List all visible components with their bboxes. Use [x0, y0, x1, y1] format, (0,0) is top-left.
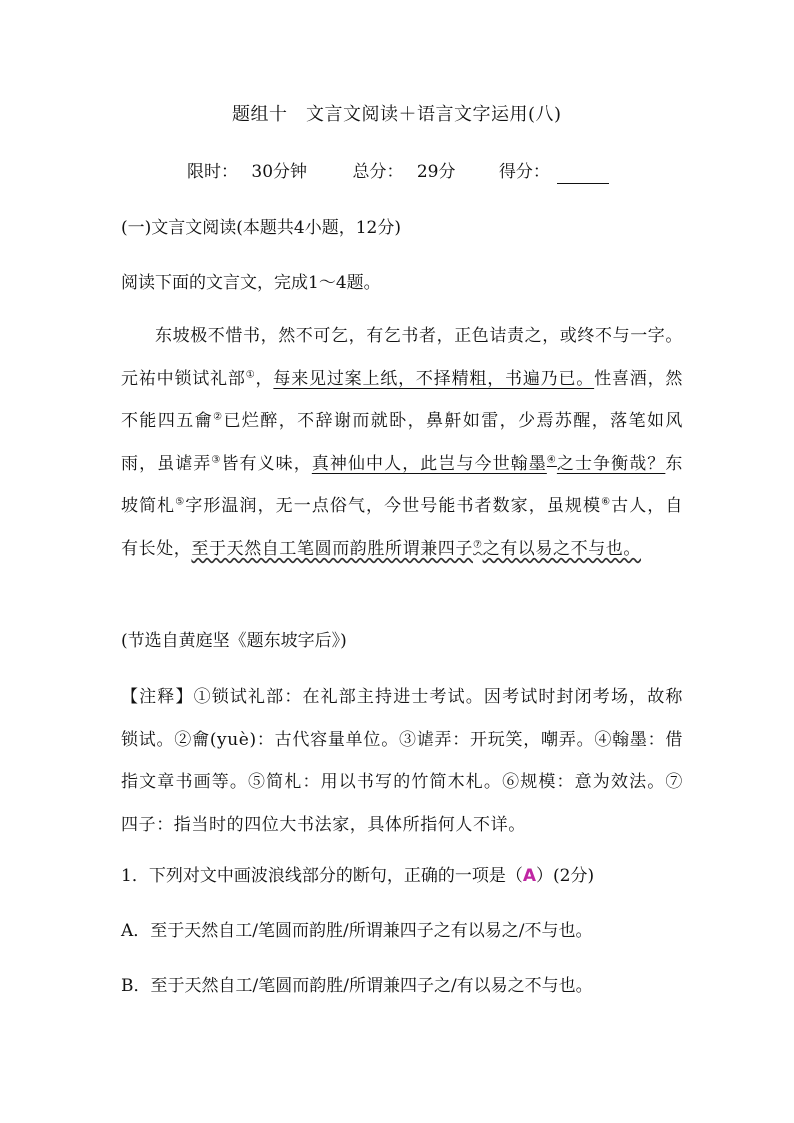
source-citation: (节选自黄庭坚《题东坡字后》) — [121, 631, 347, 651]
passage — [121, 315, 683, 570]
passage-text: ， — [255, 368, 274, 389]
annotations — [121, 676, 683, 846]
underlined-sentence: 真神仙中人，此岂与今世翰墨 — [311, 453, 547, 474]
note-ref: ③ — [211, 453, 222, 465]
page-title: 题组十 文言文阅读＋语言文字运用(八) — [232, 104, 562, 125]
passage-text: 古人，自有长处， — [121, 496, 683, 559]
answer-mark: A — [522, 866, 536, 886]
total-value: 29分 — [416, 162, 456, 182]
passage-text: 已烂醉，不辞谢而就卧，鼻鼾如雷，少焉苏醒，落笔如风雨，虽谑弄 — [121, 411, 684, 474]
time-value: 30分钟 — [251, 162, 308, 182]
section-heading: (一)文言文阅读(本题共4小题，12分) — [121, 218, 401, 238]
question-text: 1．下列对文中画波浪线部分的断句，正确的一项是（ — [121, 866, 523, 886]
note-ref: ② — [213, 411, 224, 423]
note-ref: ⑦ — [473, 538, 483, 550]
question-points: ）(2分) — [536, 866, 595, 886]
note-ref: ⑤ — [175, 496, 186, 508]
annotation-text: 【注释】①锁试礼部：在礼部主持进士考试。因考试时封闭考场，故称锁试。②龠(yuè)：古代容量单位。③谑弄：开玩笑，嘲弄。④翰墨：借指文章书画等。⑤简札：用以书写的竹简木札。⑥规模：意为效法。⑦四子：指当时的四位大书法家，具体所指何人不详。 — [121, 687, 683, 835]
time-label: 限时： — [187, 162, 238, 182]
option-b: B．至于天然自工/笔圆而韵胜/所谓兼四子之/有以易之不与也。 — [121, 976, 593, 996]
instruction-text: 阅读下面的文言文，完成1～4题。 — [121, 273, 381, 293]
total-label: 总分： — [352, 162, 404, 182]
wavy-underlined-sentence: 至于天然自工笔圆而韵胜所谓兼四子 — [191, 538, 474, 559]
passage-text: 东坡简札 — [121, 453, 683, 516]
score-label: 得分： — [498, 162, 550, 182]
wavy-underlined-sentence: 之有以易之不与也。 — [482, 538, 641, 559]
passage-text: 皆有义味， — [221, 453, 312, 474]
passage-text: 性喜酒，然不能四五龠 — [121, 368, 684, 431]
question-1-stem — [121, 864, 594, 888]
score-blank — [557, 165, 609, 184]
passage-text: 字形温润，无一点俗气，今世号能书者数家，虽规模 — [185, 496, 602, 516]
note-ref: ④ — [546, 453, 557, 465]
underlined-sentence: 之士争衡哉？ — [556, 453, 666, 474]
passage-paragraph — [121, 315, 683, 570]
note-ref: ① — [245, 368, 256, 380]
exam-meta — [187, 160, 609, 184]
passage-text: 东坡极不惜书，然不可乞，有乞书者，正色诘责之，或终不与一字。元祐中锁试礼部 — [121, 326, 683, 389]
note-ref: ⑥ — [601, 496, 612, 508]
underlined-sentence: 每来见过案上纸，不择精粗，书遍乃已。 — [273, 368, 595, 389]
option-a: A．至于天然自工/笔圆而韵胜/所谓兼四子之有以易之/不与也。 — [121, 921, 593, 941]
